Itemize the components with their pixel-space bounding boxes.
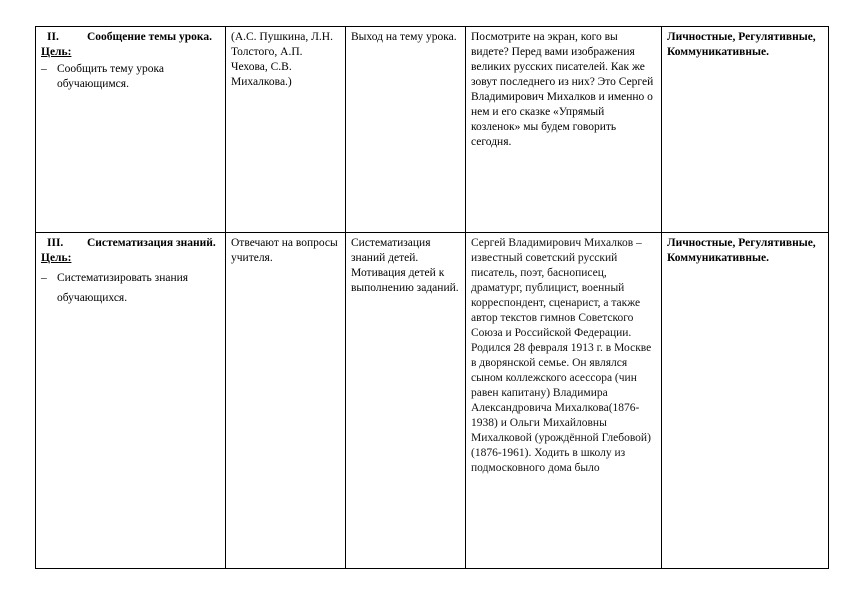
stage-title: Систематизация знаний.	[87, 237, 216, 249]
goal-dash: –	[41, 272, 47, 284]
stage-cell	[36, 233, 226, 569]
lesson-content-cell: Сергей Владимирович Михалков – известный советский русский писатель, поэт, баснописец, драматург, публицист, военный корреспондент, сценарист, а также автор текстов гимнов Советского Союза и Российской Федерации. Родился 28 февраля 1913 г. в Москве в дворянской семье. Он являлся сыном коллежского асессора (чин равен капитану) Владимира Александровича Михалкова(1876-1938) и Ольги Михайловны Михалковой (урождённой Глебовой)(1876-1961). Ходить в школу из подмосковного дома было	[466, 233, 662, 569]
uud-cell: Личностные, Регулятивные, Коммуникативные.	[662, 27, 829, 233]
table-row	[36, 27, 829, 233]
stage-cell	[36, 27, 226, 233]
goal-label: Цель:	[41, 252, 72, 264]
stage-heading	[41, 236, 220, 251]
pupils-activity-cell: (А.С. Пушкина, Л.Н. Толстого, А.П. Чехова, С.В. Михалкова.)	[226, 27, 346, 233]
table-row	[36, 233, 829, 569]
stage-title: Сообщение темы урока.	[87, 31, 213, 43]
lesson-content-cell: Посмотрите на экран, кого вы видете? Перед вами изображения великих русских писателей. Как же зовут последнего из них? Это Сергей Владимирович Михалков и именно о нем и его сказке «Упрямый козленок» мы будем говорить сегодня.	[466, 27, 662, 233]
goal-text: Систематизировать знания обучающихся.	[57, 272, 189, 304]
teacher-activity-cell: Выход на тему урока.	[346, 27, 466, 233]
uud-cell: Личностные, Регулятивные, Коммуникативные.	[662, 233, 829, 569]
goal-item	[41, 268, 220, 308]
goal-item	[41, 62, 220, 92]
stage-number: III.	[47, 237, 64, 249]
goal-text: Сообщить тему урока обучающимся.	[57, 63, 164, 90]
teacher-activity-cell: Систематизация знаний детей. Мотивация детей к выполнению заданий.	[346, 233, 466, 569]
stage-number: II.	[47, 31, 59, 43]
stage-heading	[41, 30, 220, 45]
goal-label: Цель:	[41, 46, 72, 58]
lesson-plan-table	[35, 26, 829, 569]
goal-dash: –	[41, 63, 47, 75]
pupils-activity-cell: Отвечают на вопросы учителя.	[226, 233, 346, 569]
